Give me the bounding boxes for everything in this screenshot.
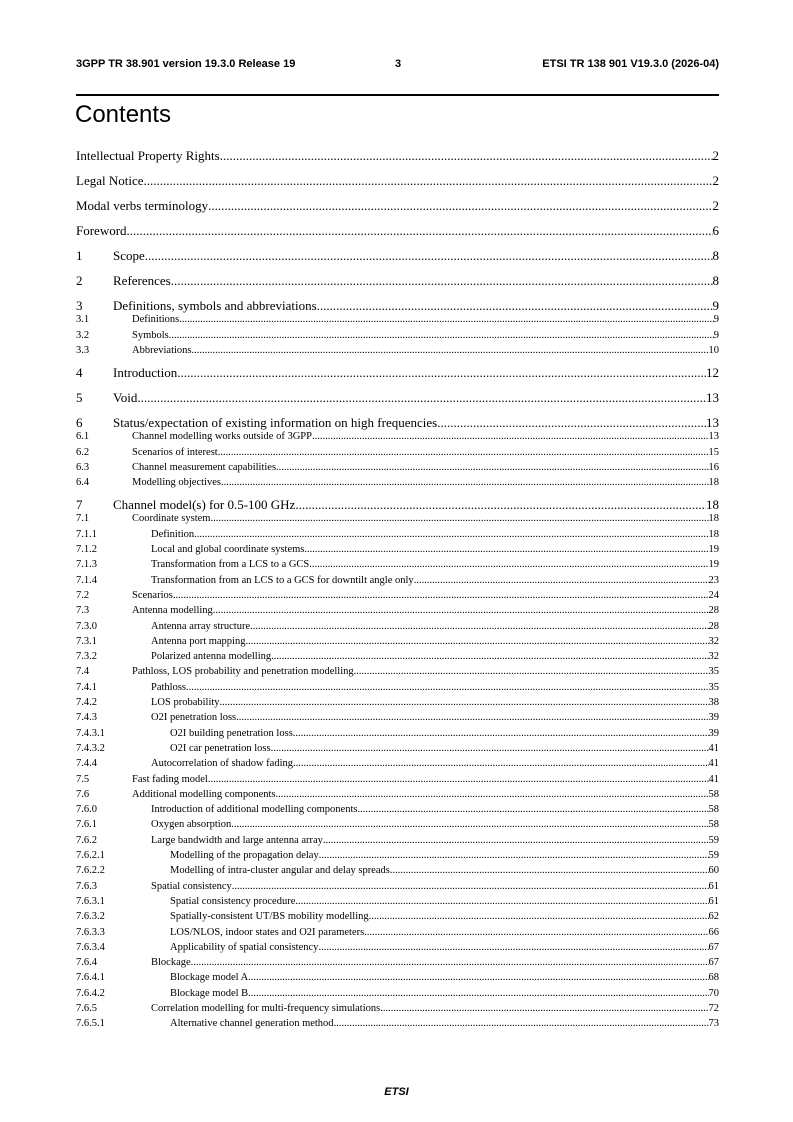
toc-entry-title: Autocorrelation of shadow fading [151,758,294,770]
toc-entry-title: Antenna modelling [132,605,213,617]
toc-entry[interactable] [76,910,719,923]
toc-leader-dots [312,430,709,443]
toc-entry-page: 72 [708,1003,719,1014]
toc-entry-number: 6.3 [76,461,90,473]
toc-entry-title: Modal verbs terminology [76,198,209,213]
toc-entry[interactable] [76,365,719,381]
toc-leader-dots [245,635,708,648]
toc-entry[interactable] [76,512,719,525]
toc-entry-page: 18 [708,528,719,540]
toc-leader-dots [275,788,708,801]
toc-leader-dots [220,696,709,709]
toc-entry-number: 7.1.3 [76,559,97,571]
toc-entry[interactable] [76,635,719,648]
toc-entry-page: 41 [708,758,719,770]
toc-entry[interactable] [76,788,719,801]
toc-entry-title: Antenna port mapping [151,635,246,647]
toc-leader-dots [218,446,709,459]
toc-entry-number: 7.4.2 [76,697,97,708]
toc-entry[interactable] [76,558,719,571]
toc-entry-title: Definition [151,528,195,540]
toc-entry-title: Channel model(s) for 0.5-100 GHz [113,497,296,513]
toc-entry[interactable] [76,742,719,755]
toc-entry[interactable] [76,864,719,877]
toc-entry-title: Symbols [132,329,169,341]
toc-leader-dots [364,926,708,939]
toc-entry-title: Foreword [76,223,127,238]
toc-entry-page: 41 [708,773,719,785]
toc-entry-number: 7.6.4 [76,957,97,969]
toc-leader-dots [145,248,713,264]
toc-entry-title: Fast fading model [132,773,208,785]
toc-entry-page: 28 [708,605,719,617]
toc-entry-page: 58 [708,819,719,831]
toc-entry-number: 3.3 [76,344,90,356]
toc-leader-dots [293,727,709,740]
toc-entry-number: 7.6.4.1 [76,972,105,984]
toc-entry-title: O2I building penetration loss [170,727,293,739]
toc-entry[interactable] [76,497,719,513]
toc-entry[interactable] [76,650,719,663]
toc-leader-dots [271,742,709,755]
toc-entry[interactable] [76,773,719,786]
toc-entry-number: 3 [76,298,83,313]
toc-leader-dots [210,512,708,525]
toc-entry-title: LOS/NLOS, indoor states and O2I parameters [170,926,365,938]
toc-entry-page: 32 [708,635,719,647]
toc-leader-dots [208,773,709,786]
toc-leader-dots [137,390,706,406]
toc-leader-dots [248,987,708,1000]
toc-entry[interactable] [76,173,719,189]
toc-entry-page: 19 [708,544,719,555]
header-rule [76,94,719,96]
toc-entry-title: Scope [113,248,145,263]
toc-entry-page: 66 [708,926,719,938]
toc-entry-title: Blockage model B [170,987,249,999]
toc-entry[interactable] [76,528,719,541]
toc-entry-title: Definitions [132,314,180,326]
toc-leader-dots [208,198,712,214]
toc-entry-page: 8 [712,248,719,263]
toc-leader-dots [414,574,709,587]
toc-entry[interactable] [76,987,719,1000]
toc-leader-dots [173,589,709,602]
toc-entry-page: 73 [708,1018,719,1030]
toc-entry-title: Channel measurement capabilities [132,461,277,473]
toc-entry-number: 7.4.3.2 [76,742,105,754]
toc-entry[interactable] [76,834,719,847]
toc-leader-dots [271,650,708,663]
toc-entry-number: 7.1.2 [76,544,97,555]
toc-leader-dots [231,818,708,831]
toc-entry-number: 7.6.5 [76,1003,97,1014]
toc-entry[interactable] [76,956,719,969]
toc-entry-page: 9 [712,298,719,313]
toc-entry-page: 67 [708,957,719,969]
toc-entry-page: 39 [708,712,719,724]
toc-entry-page: 35 [708,666,719,678]
toc-entry-title: Scenarios [132,589,173,601]
toc-entry-number: 7.2 [76,589,90,601]
toc-entry-page: 16 [708,461,719,473]
toc-entry-number: 6.2 [76,446,90,458]
toc-entry-title: Transformation from an LCS to a GCS for downtilt angle only [151,574,414,586]
toc-entry-title: Channel modelling works outside of 3GPP [132,431,312,443]
toc-entry[interactable] [76,926,719,939]
toc-entry-number: 7.1.4 [76,574,97,586]
page-title: Contents [75,101,172,128]
toc-entry-page: 68 [708,972,719,984]
toc-entry-page: 24 [708,589,719,601]
toc-leader-dots [169,329,714,342]
toc-entry[interactable] [76,696,719,709]
toc-entry-number: 7.6.2.1 [76,850,105,861]
toc-entry-page: 62 [708,911,719,923]
toc-leader-dots [334,1017,709,1030]
toc-entry-title: LOS probability [151,697,220,708]
toc-entry-title: Alternative channel generation method [170,1018,334,1030]
toc-leader-dots [236,711,708,724]
toc-entry-number: 7.6.3.2 [76,911,105,923]
toc-entry[interactable] [76,620,719,633]
toc-leader-dots [369,910,709,923]
toc-entry-page: 12 [706,364,719,380]
toc-entry[interactable] [76,148,719,164]
toc-entry-number: 7.3.1 [76,635,97,647]
toc-entry[interactable] [76,895,719,908]
toc-entry-number: 7.6.3 [76,880,97,892]
toc-entry-page: 41 [708,742,719,754]
toc-entry-title: References [113,273,171,288]
toc-entry[interactable] [76,298,719,314]
toc-entry-title: Status/expectation of existing information on high frequencies [113,414,438,430]
toc-entry-title: Pathloss, LOS probability and penetration modelling [132,666,354,678]
toc-leader-dots [248,971,708,984]
toc-entry-page: 35 [708,681,719,693]
toc-leader-dots [191,956,709,969]
toc-leader-dots [213,604,709,617]
toc-leader-dots [319,849,709,862]
toc-entry[interactable] [76,476,719,489]
toc-entry-number: 7.6.1 [76,819,97,831]
toc-entry[interactable] [76,971,719,984]
toc-entry-title: Modelling of intra-cluster angular and delay spreads [170,865,390,877]
toc-entry-page: 13 [706,389,719,405]
toc-entry-page: 59 [708,850,719,861]
toc-entry[interactable] [76,273,719,289]
toc-leader-dots [179,313,714,326]
toc-leader-dots [232,880,709,893]
toc-entry-page: 39 [708,727,719,739]
toc-entry-page: 13 [706,414,719,430]
toc-entry-title: Transformation from a LCS to a GCS [151,559,310,571]
toc-entry-number: 7.3.0 [76,620,97,632]
toc-entry-title: O2I car penetration loss [170,742,271,754]
toc-entry-number: 3.2 [76,329,90,341]
toc-leader-dots [304,543,708,556]
toc-entry-page: 61 [708,895,719,907]
toc-entry-number: 7.6.2 [76,834,97,846]
toc-leader-dots [354,665,709,678]
toc-entry-page: 67 [708,941,719,953]
toc-entry-number: 1 [76,248,83,263]
toc-entry-title: Modelling objectives [132,477,221,489]
toc-leader-dots [293,757,708,770]
toc-entry-number: 7.6.3.3 [76,926,105,938]
header-left-spec: 3GPP TR 38.901 version 19.3.0 Release 19 [76,58,296,70]
toc-entry-number: 7.6.4.2 [76,987,105,999]
toc-entry-number: 7.4.1 [76,681,97,693]
toc-leader-dots [127,223,713,239]
toc-entry[interactable] [76,803,719,816]
toc-entry[interactable] [76,198,719,214]
toc-entry[interactable] [76,880,719,893]
toc-entry-title: Definitions, symbols and abbreviations [113,298,317,313]
toc-entry-title: Modelling of the propagation delay [170,850,319,861]
toc-entry[interactable] [76,589,719,602]
toc-entry[interactable] [76,313,719,326]
toc-entry-page: 23 [708,574,719,586]
toc-entry-page: 10 [708,344,719,356]
toc-entry-title: O2I penetration loss [151,712,237,724]
toc-leader-dots [221,476,709,489]
toc-entry-page: 8 [712,273,719,288]
toc-leader-dots [220,148,713,164]
toc-entry-title: Local and global coordinate systems [151,544,305,555]
toc-leader-dots [194,528,708,541]
toc-entry[interactable] [76,1002,719,1015]
toc-leader-dots [144,173,713,189]
toc-leader-dots [317,298,713,314]
toc-entry-page: 61 [708,880,719,892]
toc-entry[interactable] [76,574,719,587]
toc-entry-number: 7.6.3.1 [76,895,105,907]
toc-entry-title: Scenarios of interest [132,446,218,458]
toc-leader-dots [177,365,706,381]
toc-entry-page: 70 [708,987,719,999]
toc-leader-dots [437,415,706,431]
toc-entry-number: 7.3.2 [76,651,97,663]
toc-entry-number: 2 [76,273,83,288]
toc-entry[interactable] [76,727,719,740]
toc-entry[interactable] [76,604,719,617]
toc-entry-page: 58 [708,788,719,800]
toc-leader-dots [192,344,709,357]
toc-entry-page: 18 [706,497,719,513]
toc-entry[interactable] [76,248,719,264]
toc-entry-number: 7.4.3.1 [76,727,105,739]
toc-entry[interactable] [76,415,719,431]
toc-entry-page: 58 [708,804,719,816]
toc-entry[interactable] [76,543,719,556]
toc-leader-dots [295,895,708,908]
toc-entry[interactable] [76,461,719,474]
toc-entry-number: 7.3 [76,605,90,617]
toc-entry-title: Abbreviations [132,344,192,356]
toc-entry-title: Oxygen absorption [151,819,232,831]
toc-entry-title: Additional modelling components [132,788,276,800]
toc-entry[interactable] [76,390,719,406]
toc-entry-number: 6.4 [76,477,90,489]
toc-leader-dots [186,681,708,694]
toc-entry-title: Pathloss [151,681,187,693]
toc-entry-number: 7.6.3.4 [76,941,105,953]
toc-entry-number: 6 [76,414,83,430]
toc-entry[interactable] [76,757,719,770]
toc-entry-title: Coordinate system [132,513,211,525]
toc-leader-dots [295,497,706,513]
toc-leader-dots [323,834,709,847]
header-right-spec: ETSI TR 138 901 V19.3.0 (2026-04) [542,58,719,70]
toc-entry-title: Introduction of additional modelling components [151,804,358,816]
toc-entry-page: 18 [708,513,719,525]
toc-entry-title: Blockage [151,957,191,969]
toc-entry-title: Intellectual Property Rights [76,148,220,163]
toc-entry[interactable] [76,430,719,443]
toc-entry-title: Polarized antenna modelling [151,651,272,663]
toc-entry-number: 6.1 [76,431,90,443]
toc-entry-page: 38 [708,697,719,708]
toc-entry-number: 7.6.5.1 [76,1018,105,1030]
toc-entry-number: 7.5 [76,773,90,785]
toc-entry[interactable] [76,329,719,342]
toc-entry-page: 9 [713,314,719,326]
toc-leader-dots [357,803,708,816]
toc-entry-number: 7.4.3 [76,712,97,724]
toc-entry-number: 7.1.1 [76,528,97,540]
toc-entry-number: 7 [76,497,83,513]
toc-entry-title: Correlation modelling for multi-frequency simulations [151,1003,381,1014]
toc-entry-page: 60 [708,865,719,877]
toc-entry-page: 19 [708,559,719,571]
toc-entry-number: 7.6.0 [76,804,97,816]
toc-entry-page: 9 [713,329,719,341]
toc-entry-number: 5 [76,389,83,405]
toc-entry-title: Antenna array structure [151,620,251,632]
toc-entry-number: 7.1 [76,513,90,525]
toc-entry-page: 28 [708,620,719,632]
toc-leader-dots [380,1002,708,1015]
toc-entry[interactable] [76,344,719,357]
toc-leader-dots [171,273,713,289]
toc-entry[interactable] [76,223,719,239]
toc-entry[interactable] [76,711,719,724]
toc-entry-number: 7.6 [76,788,90,800]
toc-entry-title: Spatially-consistent UT/BS mobility modelling [170,911,369,923]
toc-entry[interactable] [76,941,719,954]
toc-leader-dots [276,461,708,474]
toc-entry-page: 13 [708,431,719,443]
page-footer: ETSI [384,1086,409,1098]
toc-entry-title: Introduction [113,364,178,380]
toc-entry[interactable] [76,1017,719,1030]
toc-entry[interactable] [76,681,719,694]
toc-entry[interactable] [76,665,719,678]
toc-entry[interactable] [76,849,719,862]
page-header [76,58,719,72]
toc-entry-title: Void [113,389,138,405]
toc-entry[interactable] [76,818,719,831]
toc-entry-number: 7.4 [76,666,90,678]
toc-entry-title: Spatial consistency [151,880,232,892]
header-page-number: 3 [395,58,402,70]
toc-entry-number: 3.1 [76,314,90,326]
toc-leader-dots [309,558,708,571]
toc-entry-title: Spatial consistency procedure [170,895,296,907]
toc-leader-dots [318,941,708,954]
toc-entry-page: 18 [708,477,719,489]
toc-entry-page: 2 [712,148,719,163]
toc-leader-dots [390,864,709,877]
toc-entry-title: Large bandwidth and large antenna array [151,834,323,846]
toc-entry-page: 32 [708,651,719,663]
toc-entry-page: 15 [708,446,719,458]
toc-entry-page: 2 [712,173,719,188]
toc-entry-page: 6 [712,223,719,238]
toc-leader-dots [250,620,708,633]
toc-entry-number: 7.4.4 [76,758,97,770]
toc-entry-page: 2 [712,198,719,213]
toc-entry[interactable] [76,446,719,459]
toc-entry-number: 7.6.2.2 [76,865,105,877]
toc-entry-number: 4 [76,364,83,380]
toc-entry-page: 59 [708,834,719,846]
toc-entry-title: Blockage model A [170,972,249,984]
toc-entry-title: Legal Notice [76,173,144,188]
toc-entry-title: Applicability of spatial consistency [170,941,319,953]
